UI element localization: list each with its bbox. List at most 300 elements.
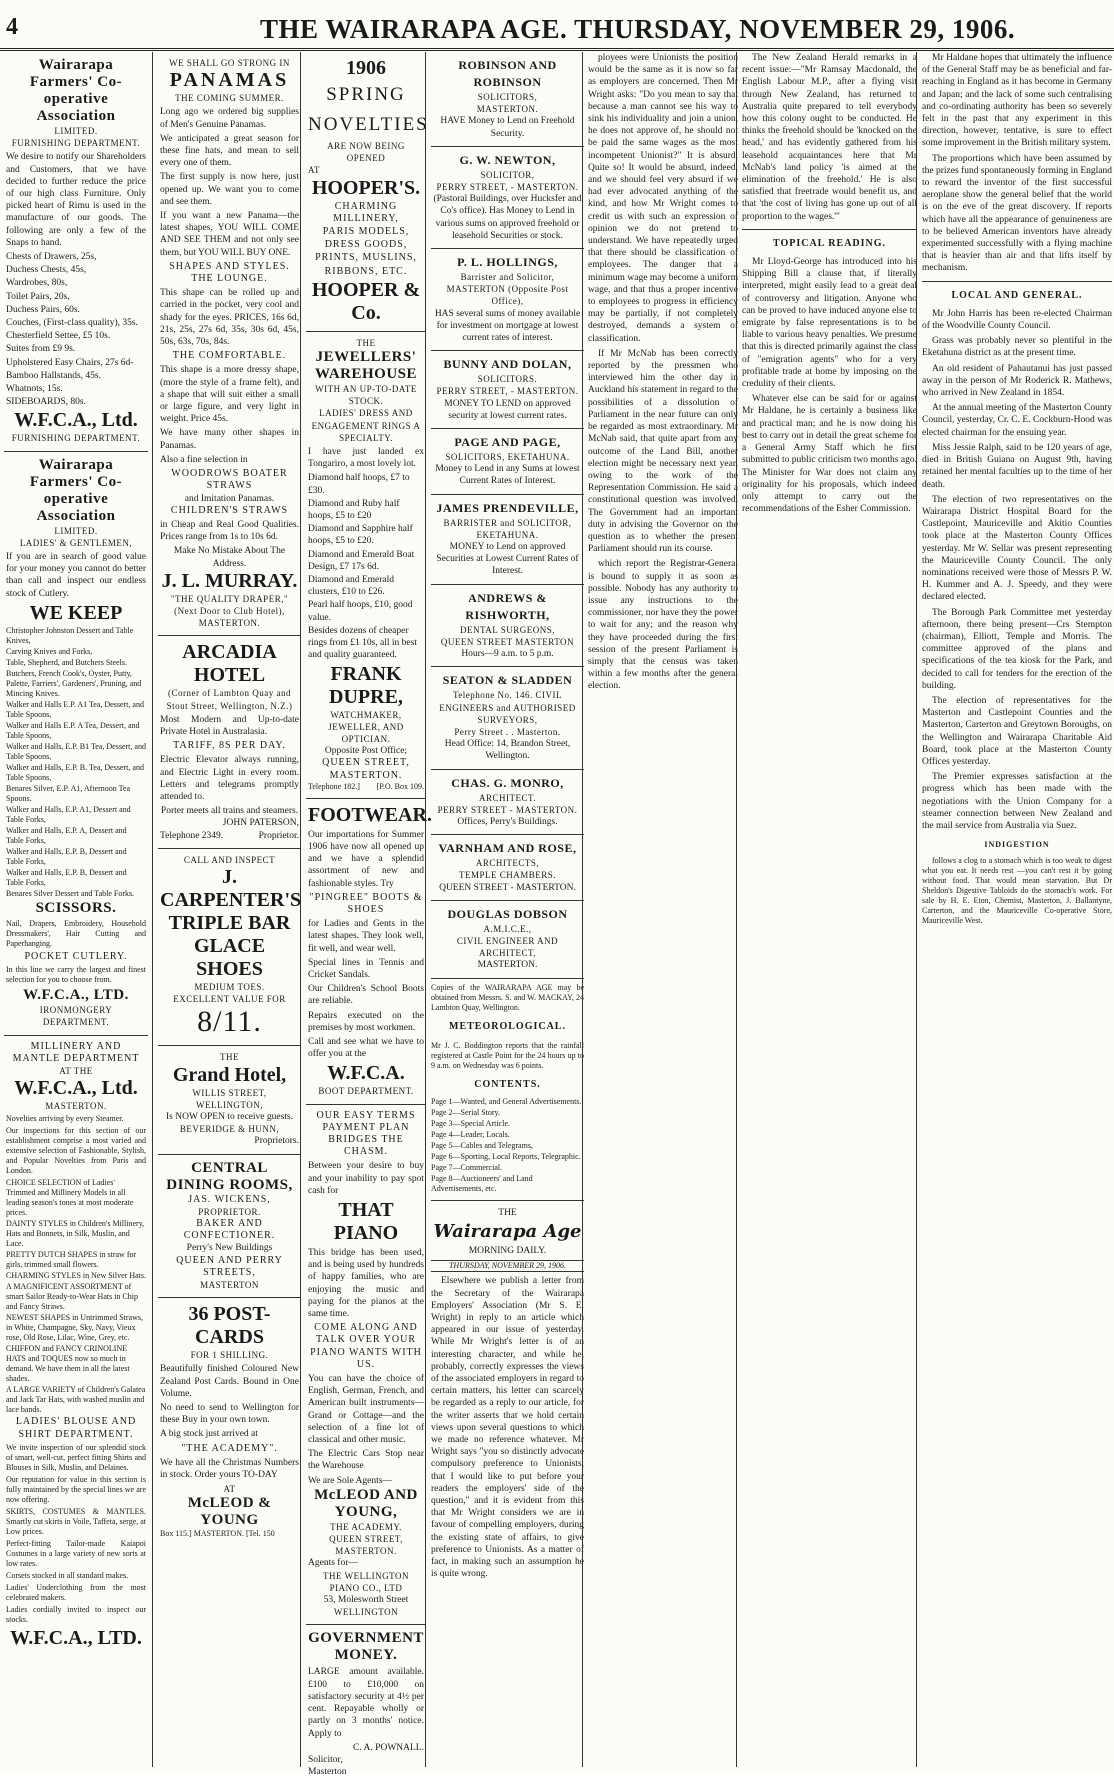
- card-location: EKETAHUNA.: [476, 529, 539, 540]
- ad-limited: LIMITED.: [54, 525, 98, 536]
- card-location: PERRY STREET, - MASTERTON.: [436, 386, 579, 397]
- card-name: G. W. NEWTON,: [459, 152, 556, 167]
- millinery-item: CHOICE SELECTION of Ladies' Trimmed and Millinery Models in all leading season's tones at most moderate prices.: [6, 1178, 134, 1218]
- ad-owner: JAS. WICKENS,: [188, 1193, 271, 1205]
- article-paragraph: Mr Haldane hopes that ultimately the influence of the General Staff may be as beneficial and far-reaching in England as it has become in Germany and Japan; and the lack of some such centralising and co-ordinating authority has been so severely felt in the past that any experiment in this direction, however, tentative, is sure to effect some improvement in the British military system.: [922, 53, 1112, 149]
- ad-body: If you are in search of good value for your money you cannot do better than call and inspect our endless stock of Cutlery.: [6, 552, 146, 599]
- ad-body: We have many other shapes in Panamas.: [160, 428, 299, 451]
- ad-title: GOVERNMENT MONEY.: [308, 1630, 424, 1664]
- ad-sig-tag: WATCHMAKER, JEWELLER, AND OPTICIAN.: [328, 709, 404, 744]
- ad-body: You can have the choice of English, German, French, and American built instruments—Grand or Cottage—and the selection of a fine lot of classical and other music.: [308, 1374, 424, 1446]
- cutlery-item: Christopher Johnston Dessert and Table Knives,: [6, 625, 134, 645]
- ad-address: Opposite Post Office;: [324, 746, 408, 757]
- ad-signature: HOOPER & Co.: [311, 278, 421, 324]
- blouse-body: We invite inspection of our splendid stock of smart, well-cut, perfect fitting Shirts and Blouses in Silk, Muslin, and Delaines.: [6, 1442, 146, 1472]
- ad-building: Perry's New Buildings: [186, 1243, 273, 1254]
- hoopers-item: DRESS GOODS,: [324, 239, 408, 251]
- ad-signature: McLEOD & YOUNG: [187, 1495, 272, 1529]
- ad-body: Our Children's School Boots are reliable.: [308, 984, 424, 1007]
- card-name: VARNHAM AND ROSE,: [438, 841, 577, 856]
- ad-body: Electric Elevator always running, and Electric Light in every room. Letters and telegrams promptly attended to.: [160, 755, 299, 802]
- ad-come: COME ALONG AND TALK OVER YOUR PIANO WANTS WITH US.: [310, 1322, 422, 1370]
- childrens-heading: CHILDREN'S STRAWS: [170, 504, 289, 516]
- ad-signature: W.F.C.A., LTD.: [23, 987, 129, 1004]
- ad-title: ARCADIA HOTEL: [182, 641, 277, 687]
- professional-card: [431, 667, 584, 769]
- furniture-item: SIDEBOARDS, 80s.: [6, 397, 86, 408]
- ad-year: 1906: [346, 57, 386, 79]
- ad-box: [P.O. Box 109.: [376, 781, 424, 791]
- scissors-heading: SCISSORS.: [35, 899, 117, 916]
- government-money-ad: [306, 1625, 426, 1784]
- ad-academy: "THE ACADEMY".: [181, 1442, 278, 1454]
- ad-at: AT: [308, 165, 320, 176]
- local-item: The election of representatives for the Masterton and Castlepoint Counties and the Masterton, Carterton and Greytown Boroughs, on the Wellington and Wairarapa Charitable Aid Board, took place at the Masterton County Offices yesterday.: [922, 695, 1112, 767]
- contents-item: Page 8—Auctioneers' and Land Advertisements, etc.: [431, 1173, 533, 1193]
- professional-card: [431, 429, 584, 495]
- ad-street: QUEEN STREET, MASTERTON.: [322, 757, 410, 781]
- ad-kicker: OUR EASY TERMS PAYMENT PLAN BRIDGES THE CHASM.: [316, 1109, 416, 1158]
- piano-ad: [306, 1105, 426, 1626]
- ring-item: Diamond and Ruby half hoops, £5 to £20: [308, 498, 400, 522]
- ad-name: Wairarapa Farmers' Co-operative Association: [29, 456, 123, 524]
- card-role: BARRISTER and SOLICITOR,: [443, 517, 572, 528]
- ad-body: Repairs executed on the premises by most workmen.: [308, 1010, 424, 1033]
- furniture-item: Upholstered Easy Chairs, 27s 6d-: [6, 357, 134, 368]
- local-item: Mr John Harris has been re-elected Chairman of the Woodville County Council.: [922, 308, 1112, 332]
- ad-city: WELLINGTON: [333, 1607, 399, 1618]
- masthead: [0, 0, 1114, 51]
- ad-body: Our inspections for this section of our establishment comprise a most varied and extensive selection of Fashionable, Stylish, and Popular Novelties from Paris and London.: [6, 1126, 146, 1176]
- card-name: BUNNY AND DOLAN,: [443, 357, 572, 372]
- contents-item: Page 4—Leader, Locals.: [431, 1129, 510, 1139]
- professional-card: [431, 52, 584, 147]
- card-location: PERRY STREET - MASTERTON.: [437, 804, 578, 815]
- furniture-item: Toilet Pairs, 20s,: [6, 291, 70, 302]
- ring-item: Diamond and Sapphire half hoops, £5 to £20.: [308, 524, 413, 547]
- ad-title: J. CARPENTER'S TRIPLE BAR GLACE SHOES: [160, 865, 302, 980]
- wfca-cutlery-ad: [4, 452, 148, 1036]
- hoopers-item: PRINTS, MUSLINS,: [315, 252, 417, 264]
- card-role: A.M.I.C.E.,: [483, 923, 532, 934]
- ad-kicker: CALL AND INSPECT: [183, 854, 276, 865]
- card-body: MONEY TO LEND on approved security at lowest current rates.: [444, 398, 571, 421]
- ad-opening: ARE NOW BEING OPENED: [327, 141, 405, 164]
- ad-trade: BAKER AND CONFECTIONER.: [183, 1218, 276, 1242]
- local-item: Grass was probably never so plentiful in the Eketahuna district as at the present time.: [922, 336, 1112, 359]
- ad-pingree: "PINGREE" BOOTS & SHOES: [309, 891, 423, 915]
- nameplate-the: THE: [498, 1207, 517, 1218]
- carpenter-shoes-ad: [158, 849, 301, 1047]
- article-paragraph: ployees were Unionists the position would be the same as it is now so far as employers are concerned. Then Mr Wright asks: "Do you mean to say that because a man cannot see his way to sink his individuality and join a union, he does not approve of, he should not be paid the same wages as the most incompetent Unionist?" It is absurd. Quite so! It would be absurd, indeed, and we should feel very absurd if we had ever advocated anything of the kind, and how Mr Wright comes to credit us with such an expression of opinion we do not pretend to understand. We have repeatedly urged that there should be classification of employees. The danger that a minimum wage may become a uniform wage, and that thus a proper incentive to employees to progress in efficiency may be partially, if not completely destroyed, demands a system of classification.: [588, 53, 738, 344]
- ad-body: Is NOW OPEN to receive guests.: [166, 1111, 293, 1122]
- column-6: [736, 52, 917, 1767]
- ad-final-signature: W.F.C.A., LTD.: [10, 1626, 142, 1649]
- ad-body: Call and see what we have to offer you at the: [308, 1036, 424, 1060]
- ad-body: Make No Mistake About The Address.: [173, 546, 286, 569]
- ad-body: Between your desire to buy and your inability to pay spot cash for: [308, 1161, 424, 1196]
- hoopers-ad: [306, 52, 429, 332]
- card-role: Telephone No. 146. CIVIL ENGINEERS and AUTHORISED SURVEYORS,: [439, 690, 576, 725]
- ad-body: I have just landed ex Tongariro, a most lovely lot.: [308, 447, 424, 470]
- ad-dept: BOOT DEPARTMENT.: [318, 1086, 414, 1097]
- card-name: ANDREWS & RISHWORTH,: [465, 590, 550, 622]
- ad-body: We anticipated a great season for these fine hats, and mean to sell every one of them.: [160, 133, 299, 169]
- cutlery-item: Walker and Halls, E.P. B1 Tea, Dessert, and Table Spoons,: [6, 741, 146, 761]
- ad-academy: THE ACADEMY.: [330, 1521, 402, 1532]
- ring-item: Besides dozens of cheaper rings from £1 10s, all in best and quality guaranteed.: [308, 625, 417, 661]
- ad-limited: LIMITED.: [54, 126, 98, 136]
- column-3: [300, 52, 432, 1778]
- column-4: [425, 52, 584, 1767]
- furniture-item: Wardrobes, 80s,: [6, 278, 68, 289]
- card-role: SOLICITORS, EKETAHUNA.: [445, 452, 570, 463]
- ad-sig-dept: IRONMONGERY DEPARTMENT.: [39, 1005, 113, 1028]
- cutlery-item: Walker and Halls E.P. A1 Tea, Dessert, and Table Spoons,: [6, 699, 144, 719]
- contents-list: [431, 1097, 584, 1194]
- card-body: Hours—9 a.m. to 5 p.m.: [461, 649, 554, 660]
- ad-wellington: THE WELLINGTON PIANO CO., LTD: [323, 1570, 409, 1593]
- ad-street: QUEEN STREET, MASTERTON.: [329, 1534, 403, 1557]
- professional-cards: [431, 52, 584, 979]
- card-location: TEMPLE CHAMBERS.: [458, 870, 556, 881]
- ad-signature: W.F.C.A.: [327, 1062, 405, 1085]
- ad-box: Box 115.]: [160, 1529, 192, 1539]
- furniture-list: [6, 251, 146, 408]
- card-role: DENTAL SURGEONS,: [460, 624, 555, 635]
- professional-card: [431, 770, 584, 836]
- professional-card: [431, 249, 584, 351]
- professional-card: [431, 351, 584, 429]
- ad-at: AT THE: [59, 1065, 93, 1076]
- professional-card: [431, 901, 584, 979]
- reputation-text: Our reputation for value in this section is fully maintained by the special lines we are now offering.: [6, 1474, 146, 1504]
- millinery-list: [6, 1178, 146, 1415]
- furniture-item: Duchess Pairs, 60s.: [6, 304, 80, 315]
- cutlery-item: Table, Shepherd, and Butchers Steels.: [6, 657, 127, 667]
- card-role: Barrister and Solicitor,: [460, 272, 555, 283]
- ad-address: (Next Door to Club Hotel),: [174, 605, 285, 616]
- ad-novelties: Novelties arriving by every Steamer.: [6, 1114, 124, 1124]
- scissors-body: Nail, Drapers, Embroidery, Household Dressmakers', Hair Cutting and Paperhanging.: [6, 918, 146, 948]
- ad-body: in Cheap and Real Good Qualities. Prices range from 1s to 10s 6d.: [160, 519, 299, 543]
- editorial-text: Elsewhere we publish a letter from the Secretary of the Wairarapa Employers' Association (Mr S. E. Wright) in reply to an article which appeared in our issue of yesterday. While Mr Wright's letter is of an interesting character, and while he, probably, correctly expresses the views of the associated employers in regard to certain matters, his letter can scarcely be regarded as a reply to our article, for the writer asserts that we hold certain views upon several questions to which we made no reference whatever. Mr Wright says "you so distinctly advocate compulsory preference to Unionists, that I would like to put before your readers the employers' side of the question," and it is evident from this that Mr Wright considers we are in favour of compelling employers, during the existing state of affairs, to give preference to Unionists. As a matter of fact, in making such an assumption he is quite wrong.: [431, 1276, 584, 1580]
- grand-hotel-ad: [158, 1046, 301, 1154]
- article-paragraph: Whatever else can be said for or against Mr Haldane, he is certainly a business like and practical man; and he is now doing his best to carry out in detail the great scheme for a General Army Staff which he first submitted to public criticism two months ago. The Minister for War does not claim any originality for his proposals, which indeed only attempt to carry out the recommendations of the Esher Commission.: [742, 394, 917, 515]
- card-name: JAMES PRENDEVILLE,: [436, 500, 579, 515]
- ad-title: PANAMAS: [169, 69, 290, 92]
- professional-card: [431, 147, 584, 249]
- ad-body: No need to send to Wellington for these Buy in your own town.: [160, 1403, 299, 1426]
- arcadia-hotel-ad: [158, 636, 301, 848]
- pocket-cutlery-body: In this line we carry the largest and finest selection for you to choose from.: [6, 965, 146, 985]
- card-location: Perry Street . . Masterton.: [454, 726, 561, 737]
- professional-card: [431, 495, 584, 585]
- pocket-cutlery-heading: POCKET CUTLERY.: [24, 950, 128, 962]
- ad-body: Special lines in Tennis and Cricket Sandals.: [308, 957, 424, 980]
- ad-sig-tag: "THE QUALITY DRAPER,": [170, 593, 289, 604]
- card-body: MONEY to Lend on approved Securities at Lowest Current Rates of Interest.: [436, 542, 579, 577]
- meteorological-heading: METEOROLOGICAL.: [449, 1020, 566, 1032]
- ad-telephone: Telephone 182.]: [308, 781, 360, 791]
- ad-title: 36 POST-CARDS: [188, 1303, 271, 1349]
- local-item: The Premier expresses satisfaction at the progress which has been made with the negotiations with the Union Company for a steamer connection between New Zealand and the mail service from Australia via Suez.: [922, 772, 1112, 831]
- underclothing-text: Ladies' Underclothing from the most celebrated makers.: [6, 1582, 146, 1602]
- ad-body: for Ladies and Gents in the latest shapes. They look well, fit well, and wear well.: [308, 919, 424, 954]
- article-paragraph: The New Zealand Herald remarks in a recent issue:—"Mr Ramsay Macdonald, the English Labour M.P., after a flying visit through New Zealand, has returned to Australia quite prepared to tell everybody how this colony ought to be conducted. He thinks the freehold should be 'knocked on the head,' and has evidently gathered from his leasehold acquaintances here that Mr McNab's land policy 'is aimed at the elimination of the freehold.' He is also satisfied that freetrade would benefit us, and that 'the cost of living has gone up out of all proportion to the wages.'": [742, 53, 917, 222]
- card-name: DOUGLAS DOBSON: [447, 906, 568, 921]
- skirts-text: SKIRTS, COSTUMES & MANTLES. Smartly cut skirts in Voile, Taffeta, serge, at Low prices.: [6, 1506, 147, 1536]
- ad-body: Long ago we ordered big supplies of Men's Genuine Panamas.: [160, 107, 299, 130]
- ad-body: LARGE amount available. £100 to £10,000 on satisfactory security at 4½ per cent. Repayable wholly or partly on 3 months' notice. Apply to: [308, 1667, 424, 1739]
- ad-title: THAT PIANO: [333, 1199, 399, 1244]
- ad-body: Beautifully finished Coloured New Zealand Post Cards. Bound in One Volume.: [160, 1364, 299, 1399]
- page-number: 4: [6, 14, 18, 40]
- furniture-item: Chests of Drawers, 25s,: [6, 252, 97, 263]
- wfca-furnishing-ad: [4, 52, 148, 452]
- ad-body: We have all the Christmas Numbers in stock. Order yours TO-DAY: [160, 1457, 299, 1481]
- ad-location: MASTERTON.: [45, 1101, 107, 1112]
- ad-signature: W.F.C.A., Ltd.: [14, 409, 138, 432]
- ad-proprietor: PROPRIETOR.: [198, 1206, 261, 1217]
- cutlery-item: Walker and Halls, E.P. A1, Dessert and Table Forks,: [6, 804, 131, 824]
- ad-telephone: Telephone 2349.: [160, 830, 224, 841]
- postcards-ad: [158, 1298, 301, 1545]
- card-body: HAVE Money to Lend on Freehold Security.: [440, 116, 575, 139]
- card-name: CHAS. G. MONRO,: [451, 775, 564, 790]
- ad-price: FOR 1 SHILLING.: [190, 1350, 269, 1361]
- contents-item: Page 5—Cables and Telegrams,: [431, 1140, 533, 1150]
- card-body: Head Office: 14, Brandon Street, Wellington.: [444, 739, 571, 762]
- card-role: ARCHITECT.: [478, 792, 537, 803]
- ad-streets: QUEEN AND PERRY STREETS,: [176, 1254, 283, 1278]
- lounge-heading: THE LOUNGE.: [191, 273, 268, 285]
- card-body: QUEEN STREET - MASTERTON.: [439, 882, 576, 893]
- ad-the: THE: [356, 337, 376, 348]
- furniture-item: Bamboo Hallstands, 45s.: [6, 370, 101, 381]
- nameplate-title: Wairarapa Age: [433, 1221, 582, 1243]
- ad-value: EXCELLENT VALUE FOR: [173, 994, 286, 1005]
- card-body: (Pastoral Buildings, over Hucksfer and Co's office). Has Money to Lend in various sums on approved freehold or leasehold Securities or stock.: [433, 194, 582, 241]
- article-paragraph: The proportions which have been assumed by the prizes fund spontaneously forming in England to reward the inventor of the first successful aeroplane show the general belief that the world is on the eve of the great discovery. If reports which have all the appearance of genuineness are to be believed American inventors have already experimented successfully with a flying machine that is heavier than air and that lifts itself by mechanism.: [922, 153, 1112, 274]
- panamas-ad: [158, 52, 301, 636]
- ad-owner: JOHN PATERSON,: [222, 818, 299, 829]
- furniture-item: Suites from £9 9s.: [6, 344, 76, 355]
- column-2: [152, 52, 301, 1767]
- millinery-item: CHARMING STYLES in New Silver Hats.: [6, 1271, 146, 1281]
- ad-title: JEWELLERS' WAREHOUSE: [314, 349, 418, 383]
- card-role: SOLICITORS,: [477, 92, 538, 102]
- ad-signature: FRANK DUPRE,: [329, 662, 403, 708]
- footwear-ad: [306, 799, 432, 1105]
- ring-item: Diamond and Emerald clusters, £10 to £26.: [308, 575, 395, 598]
- card-location: PERRY STREET, - MASTERTON.: [436, 182, 579, 193]
- card-location: MASTERTON.: [476, 104, 539, 115]
- ad-subtitle: MEDIUM TOES.: [194, 981, 265, 992]
- lounge-body: This shape can be rolled up and carried in the pocket, very cool and shady for the eyes. PRICES, 16s 6d, 21s, 25s, 27s 6d, 35s, 30s 6d, 45s, 50s, 63s, 70s, 84s.: [160, 288, 299, 348]
- tariff: TARIFF, 8S PER DAY.: [173, 740, 286, 752]
- ad-proprietor: Proprietors.: [254, 1136, 299, 1147]
- ad-body: and Imitation Panamas.: [184, 493, 275, 504]
- card-name: PAGE AND PAGE,: [454, 435, 561, 450]
- local-item: The Borough Park Committee met yesterday afternoon, there being present—Crs Stempton (chairman), Elliott, Temple and Morris. The committee approved of the plans and specifications of the tea kiosk for the Park, and decided to call for tenders for the erection of the building.: [922, 607, 1112, 691]
- local-item: The election of two representatives on the Wairarapa District Hospital Board for the Castlepoint, Mauriceville and Akitio Counties took place at the Masterton County Offices yesterday. Mr W. Sellar was present representing the Mauriceville County Council. The only nominations received were those of Messrs P. W. H. Kummer and A. J. Speedy, and they were declared elected.: [922, 494, 1112, 603]
- ad-location: MASTERTON.: [193, 1529, 244, 1539]
- copies-notice: Copies of the WAIRARAPA AGE may be obtained from Messrs. S. and W. MACKAY, 24 Lambton Quay, Wellington.: [431, 982, 584, 1012]
- ad-proprietor: Proprietor.: [258, 830, 299, 841]
- ad-address: 53, Molesworth Street: [323, 1595, 409, 1606]
- cutlery-item: Carving Knives and Forks,: [6, 646, 93, 656]
- ad-body: The first supply is now here, just opened up. We want you to come and see them.: [160, 172, 299, 207]
- closing-text: Ladies cordially invited to inspect our stocks.: [6, 1604, 146, 1624]
- ad-body: If you want a new Panama—the latest shapes, YOU WILL COME AND SEE THEM and not only see them, but YOU WILL BUY ONE.: [160, 211, 299, 258]
- cutlery-item: Benares Silver Dessert and Table Forks.: [6, 888, 135, 898]
- central-dining-ad: [158, 1155, 301, 1299]
- cutlery-item: Walker and Halls, E.P. B. Tea, Dessert, and Table Spoons,: [6, 762, 144, 782]
- card-location: MASTERTON (Opposite Post Office),: [446, 284, 569, 307]
- column-5: [582, 52, 738, 1767]
- ad-signature: McLEOD AND YOUNG,: [314, 1486, 418, 1520]
- hoopers-item: RIBBONS, ETC.: [324, 265, 408, 277]
- card-role: ARCHITECTS,: [475, 858, 540, 869]
- shapes-heading: SHAPES AND STYLES.: [169, 260, 290, 272]
- ad-the: THE: [220, 1052, 239, 1063]
- ad-subtitle: THE COMING SUMMER.: [175, 93, 284, 104]
- contents-item: Page 3—Special Article.: [431, 1118, 510, 1128]
- hoopers-item: CHARMING MILLINERY,: [333, 200, 399, 224]
- ad-name: Wairarapa Farmers' Co-operative Association: [29, 57, 123, 124]
- card-name: ROBINSON AND ROBINSON: [458, 58, 557, 89]
- ad-greeting: LADIES' & GENTLEMEN,: [19, 537, 133, 548]
- cutlery-item: Walker and Halls, E.P. A, Dessert and Table Forks,: [6, 825, 127, 845]
- blouse-heading: LADIES' BLOUSE AND SHIRT DEPARTMENT.: [15, 1416, 137, 1440]
- ad-at: AT: [223, 1484, 236, 1495]
- hoopers-item: PARIS MODELS,: [322, 226, 410, 238]
- ad-body: This bridge has been used, and is being used by hundreds of happy families, who are enjoying the music and paying for the pianos at the same time.: [308, 1248, 424, 1320]
- hoopers-items: [308, 201, 424, 278]
- card-location: CIVIL ENGINEER AND ARCHITECT,: [456, 935, 559, 959]
- ad-body: The Electric Cars Stop near the Warehouse: [308, 1449, 424, 1472]
- column-1: [4, 52, 148, 1767]
- contents-item: Page 7—Commercial.: [431, 1162, 503, 1172]
- ad-body: A big stock just arrived at: [160, 1429, 258, 1440]
- ad-role: Solicitor,: [308, 1754, 343, 1765]
- ad-body: Most Modern and Up-to-date Private Hotel in Australasia.: [160, 714, 299, 737]
- millinery-item: PRETTY DUTCH SHAPES in straw for girls, trimmed small flowers.: [6, 1250, 137, 1270]
- ad-location: MASTERTON.: [198, 618, 261, 629]
- millinery-item: NEWEST SHAPES in Untrimmed Straws, in White, Champagne, Sky, Navy, Vieux rose, Old Rose, Lilac, Wine, Grey, etc.: [6, 1313, 143, 1343]
- contents-item: Page 2—Serial Story.: [431, 1107, 501, 1117]
- card-body: HAS several sums of money available for investment on mortgage at lowest current rates of interest.: [434, 308, 581, 344]
- paper-nameplate: [431, 1207, 584, 1272]
- ad-signature: W.F.C.A., Ltd.: [14, 1077, 138, 1100]
- ad-keep-heading: WE KEEP: [29, 601, 123, 624]
- ad-dept: FURNISHING DEPARTMENT.: [11, 138, 141, 149]
- millinery-item: DAINTY STYLES in Children's Millinery, Hats and Bonnets, in Silk, Muslin, and Lace.: [6, 1219, 145, 1249]
- ad-telephone: [Tel. 150: [245, 1529, 275, 1539]
- cutlery-item: Walker and Halls, E.P. B, Dessert and Table Forks,: [6, 846, 127, 866]
- ad-signature: C. A. POWNALL.: [353, 1742, 424, 1753]
- ad-title: MILLINERY AND MANTLE DEPARTMENT: [12, 1040, 140, 1064]
- comfortable-heading: THE COMFORTABLE.: [172, 350, 287, 362]
- topical-heading: TOPICAL READING.: [772, 237, 887, 249]
- ad-body: Also a fine selection in: [160, 454, 248, 465]
- card-role: SOLICITORS.: [477, 374, 538, 385]
- cutlery-item: Walker and Halls, E.P. B, Dessert and Table Forks,: [6, 867, 127, 887]
- card-role: SOLICITOR,: [480, 169, 535, 180]
- card-name: SEATON & SLADDEN: [442, 673, 573, 688]
- contents-item: Page 6—Sporting, Local Reports, Telegraphic.: [431, 1151, 581, 1161]
- ad-kicker: WE SHALL GO STRONG IN: [169, 58, 290, 68]
- ad-location: Masterton: [308, 1767, 347, 1778]
- jewellers-ad: [306, 332, 426, 799]
- professional-card: [431, 585, 584, 668]
- indigestion-heading: INDIGESTION: [984, 840, 1050, 850]
- cutlery-item: Benares Silver, E.P. A1, Afternoon Tea Spoons.: [6, 783, 131, 803]
- meteorological-body: Mr J. C. Boddington reports that the rainfall registered at Castle Point for the 24 hours up to 9 a.m. on Wednesday was 6 points.: [431, 1040, 584, 1070]
- professional-card: [431, 835, 584, 901]
- local-item: At the annual meeting of the Masterton County Council, yesterday, Cr. C. E. Cockburn-Hood was elected chairman for the ensuing year.: [922, 403, 1112, 438]
- rings-list: [308, 472, 424, 661]
- card-name: P. L. HOLLINGS,: [457, 255, 558, 270]
- nameplate-subtitle: MORNING DAILY.: [468, 1246, 547, 1257]
- wfca-millinery-ad: [4, 1036, 148, 1656]
- ad-body: We desire to notify our Shareholders and Customers, that we have decided to further reduce the price of our high class Furniture. Only picked heart of Rimu is used in the manufacture of our goods. The following are only a few of the Snaps to hand.: [6, 152, 146, 248]
- card-location: QUEEN STREET MASTERTON: [440, 636, 575, 647]
- article-paragraph: Mr Lloyd-George has introduced into his Shipping Bill a clause that, if literally interpreted, might easily lead to a great deal of controversy and litigation. Anyone who can be proved to have induced anyone else to emigrate by false representations is to be liable to various heavy penalties. We presume that this is directed primarily against the class of "emigration agents" who for a very profitable trade at home by imposing on the credulity of their clients.: [742, 257, 917, 390]
- ad-agents-for: Agents for—: [308, 1558, 358, 1569]
- ad-body: Porter meets all trains and steamers.: [160, 806, 299, 817]
- millinery-item: A LARGE VARIETY of Children's Galatea and Jack Tar Hats, with washed muslin and lace bands.: [6, 1385, 146, 1415]
- column-7: [916, 52, 1112, 1767]
- article-paragraph: If Mr McNab has been correctly reported by the pressmen who interviewed him the other day in Auckland his statement in regard to the possibilities of a dissolution of Parliament in the near future can only be regarded as most extraordinary. Mr McNab said, that quite apart from any outcome of the Land Bill, another election might be necessary next year, owing to the work of the Representation Commission. He said a constitutional question was involved. The Government had an important duty in advising the Governor on the question as to whether the present Parliament should run its course.: [588, 348, 738, 555]
- newspaper-title: THE WAIRARAPA AGE. THURSDAY, NOVEMBER 29, 1906.: [260, 14, 1016, 44]
- furniture-item: Couches, (First-class quality), 35s.: [6, 318, 138, 329]
- ad-sig-dept: FURNISHING DEPARTMENT.: [11, 433, 141, 444]
- ring-item: Pearl half hoops, £10, good value.: [308, 600, 413, 623]
- ad-address: WILLIS STREET, WELLINGTON,: [192, 1087, 267, 1110]
- local-item: Miss Jessie Ralph, said to be 120 years of age, died in British Guiana on August 9th, having retained her mental faculties up to the time of her death.: [922, 442, 1112, 490]
- ad-title: FOOTWEAR.: [308, 803, 432, 826]
- contents-heading: CONTENTS.: [474, 1078, 541, 1090]
- nameplate-date: THURSDAY, NOVEMBER 29, 1906.: [431, 1260, 584, 1272]
- comfortable-body: This shape is a more dressy shape, (more the style of a frame felt), and a shape that will suit either a small or large figure, and very light in weight. Price 45s.: [160, 365, 299, 425]
- ring-item: Diamond half hoops, £7 to £30.: [308, 473, 410, 496]
- indigestion-body: follows a clog to a stomach which is too weak to digest what you eat. It needs rest —you can't rest it by going without food. That would mean starvation. But Dr Sheldon's Digestive Tabloids do the stomach's work. For sale by H. E. Eton, Chemist, Masterton, J. Ballantyne, Carterton, and the Mauriceville Co-operative Store, Mauriceville West.: [922, 856, 1112, 926]
- card-body: MASTERTON.: [477, 960, 538, 971]
- ad-title: Grand Hotel,: [172, 1063, 287, 1086]
- ad-novelties: NOVELTIES: [308, 114, 429, 135]
- ad-signature: J. L. MURRAY.: [161, 569, 298, 592]
- millinery-item: A MAGNIFICENT ASSORTMENT of smart Sailor Ready-to-Wear Hats in Chip and Fancy Straws.: [6, 1282, 138, 1312]
- ad-price: 8/11.: [197, 1005, 262, 1039]
- cutlery-item: Walker and Halls E.P. A Tea, Dessert, and Table Spoons,: [6, 720, 140, 740]
- furniture-item: Whatnots, 15s.: [6, 384, 63, 395]
- ad-subtitle: WITH AN UP-TO-DATE STOCK.: [315, 384, 417, 407]
- ad-agents: We are Sole Agents—: [308, 1475, 392, 1486]
- ad-store: HOOPER'S.: [311, 176, 421, 199]
- ad-body: Our importations for Summer 1906 have now all opened up and we have a splendid assortment of new and fashionable styles. Try: [308, 829, 424, 889]
- ad-location: MASTERTON: [200, 1280, 259, 1291]
- ad-rings: LADIES' DRESS AND ENGAGEMENT RINGS A SPECIALTY.: [311, 408, 421, 443]
- local-item: An old resident of Pahautanui has just passed away in the person of Mr Roderick R. Mathews, who arrived in New Zealand in 1854.: [922, 363, 1112, 399]
- contents-item: Page 1—Wanted, and General Advertisements.: [431, 1096, 582, 1106]
- local-general-heading: LOCAL AND GENERAL.: [951, 289, 1083, 301]
- ad-title: CENTRAL DINING ROOMS,: [166, 1159, 293, 1193]
- costumes-text: Perfect-fitting Tailor-made Kaiapoi Costumes in a large variety of new sorts at low rates.: [6, 1538, 146, 1568]
- furniture-item: Duchess Chests, 45s,: [6, 265, 87, 276]
- card-body: Money to Lend in any Sums at lowest Current Rates of Interest.: [435, 464, 580, 487]
